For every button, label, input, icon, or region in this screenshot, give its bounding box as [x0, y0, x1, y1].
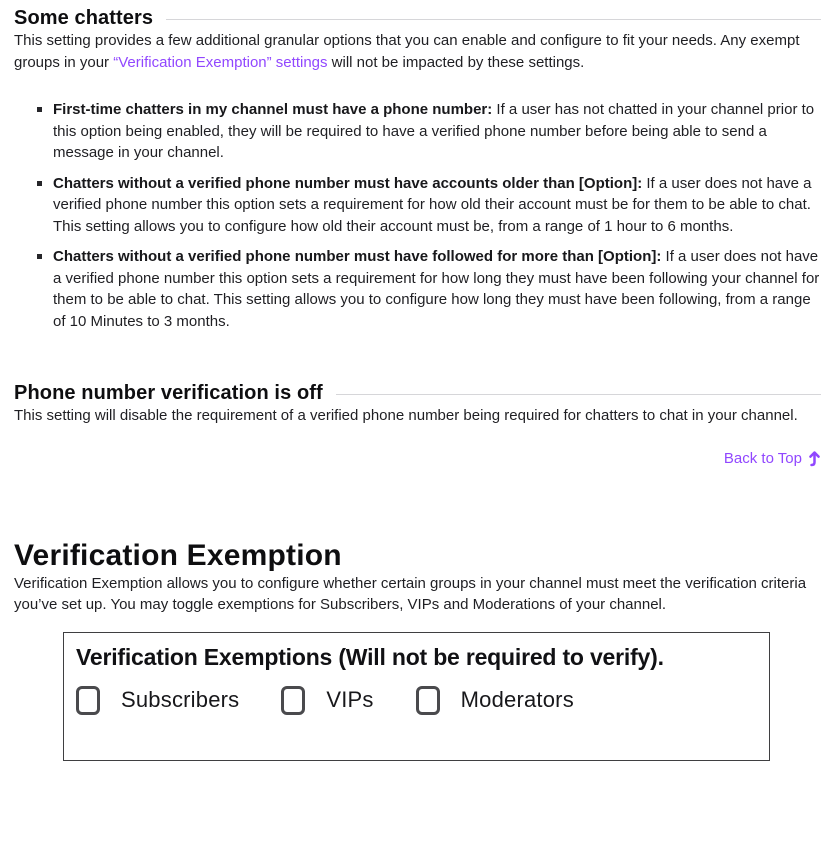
- intro-text-before-link: This setting provides a few additional granular options that you can enable and configure to fit your needs. Any exempt groups in your: [14, 32, 800, 71]
- vips-checkbox[interactable]: [281, 686, 305, 715]
- back-to-top-container: [14, 450, 821, 467]
- moderators-checkbox[interactable]: [416, 686, 440, 715]
- moderators-label: Moderators: [460, 687, 574, 712]
- section-heading-phone-verification-off: [14, 382, 821, 405]
- heading-rule: [166, 19, 821, 20]
- back-to-top-link[interactable]: [724, 450, 821, 467]
- option-description: If a user has not chatted in your channel prior to this option being enabled, they will be required to have a verified phone number before being able to send a message in your channel.: [53, 101, 815, 161]
- section-title: Phone number verification is off: [14, 382, 323, 404]
- option-description: If a user does not have a verified phone number this option sets a requirement for how old their account must be for them to be able to chat. This setting allows you to configure how old their account must be, from a range of 1 hour to 6 months.: [53, 174, 812, 235]
- verification-exemption-settings-link[interactable]: “Verification Exemption” settings: [113, 53, 328, 71]
- panel-title: Verification Exemptions (Will not be required to verify).: [76, 643, 664, 670]
- verification-exemption-body: Verification Exemption allows you to configure whether certain groups in your channel must meet the verification criteria you’ve set up. You may toggle exemptions for Subscribers, VIPs and Moderations of your channel.: [14, 574, 807, 613]
- phone-verification-off-body: This setting will disable the requirement of a verified phone number being required for chatters to chat in your channel.: [14, 407, 798, 424]
- arrow-up-icon: [808, 450, 821, 467]
- intro-text-after-link: will not be impacted by these settings.: [327, 53, 585, 71]
- section-title: Some chatters: [14, 7, 154, 29]
- option-bold-label: Chatters without a verified phone number must have accounts older than [Option]:: [53, 174, 643, 192]
- back-to-top-label: Back to Top: [723, 449, 802, 467]
- granular-options-list: [14, 99, 821, 332]
- subscribers-label: Subscribers: [121, 687, 240, 712]
- page-title-verification-exemption: Verification Exemption: [14, 538, 342, 572]
- section-heading-some-chatters: [14, 7, 821, 30]
- option-bold-label: First-time chatters in my channel must have a phone number:: [53, 101, 493, 118]
- list-item-account-age: [37, 173, 821, 238]
- option-bold-label: Chatters without a verified phone number must have followed for more than [Option]:: [53, 248, 662, 265]
- option-vips: [281, 686, 373, 715]
- subscribers-checkbox[interactable]: [76, 686, 100, 715]
- option-description: If a user does not have a verified phone number this option sets a requirement for how long they must have been following your channel for them to be able to chat. This setting allows you to configure how long they must have been following, from a range of 10 Minutes to 3 months.: [53, 248, 820, 330]
- verification-exemptions-panel: [63, 632, 770, 761]
- list-item-first-time-chatters: [37, 99, 821, 164]
- exemption-options-row: [64, 686, 769, 715]
- option-moderators: [416, 686, 574, 715]
- some-chatters-intro: [14, 30, 821, 73]
- option-subscribers: [76, 686, 239, 715]
- vips-label: VIPs: [326, 687, 374, 712]
- heading-rule: [336, 394, 821, 395]
- list-item-follow-duration: [37, 246, 821, 332]
